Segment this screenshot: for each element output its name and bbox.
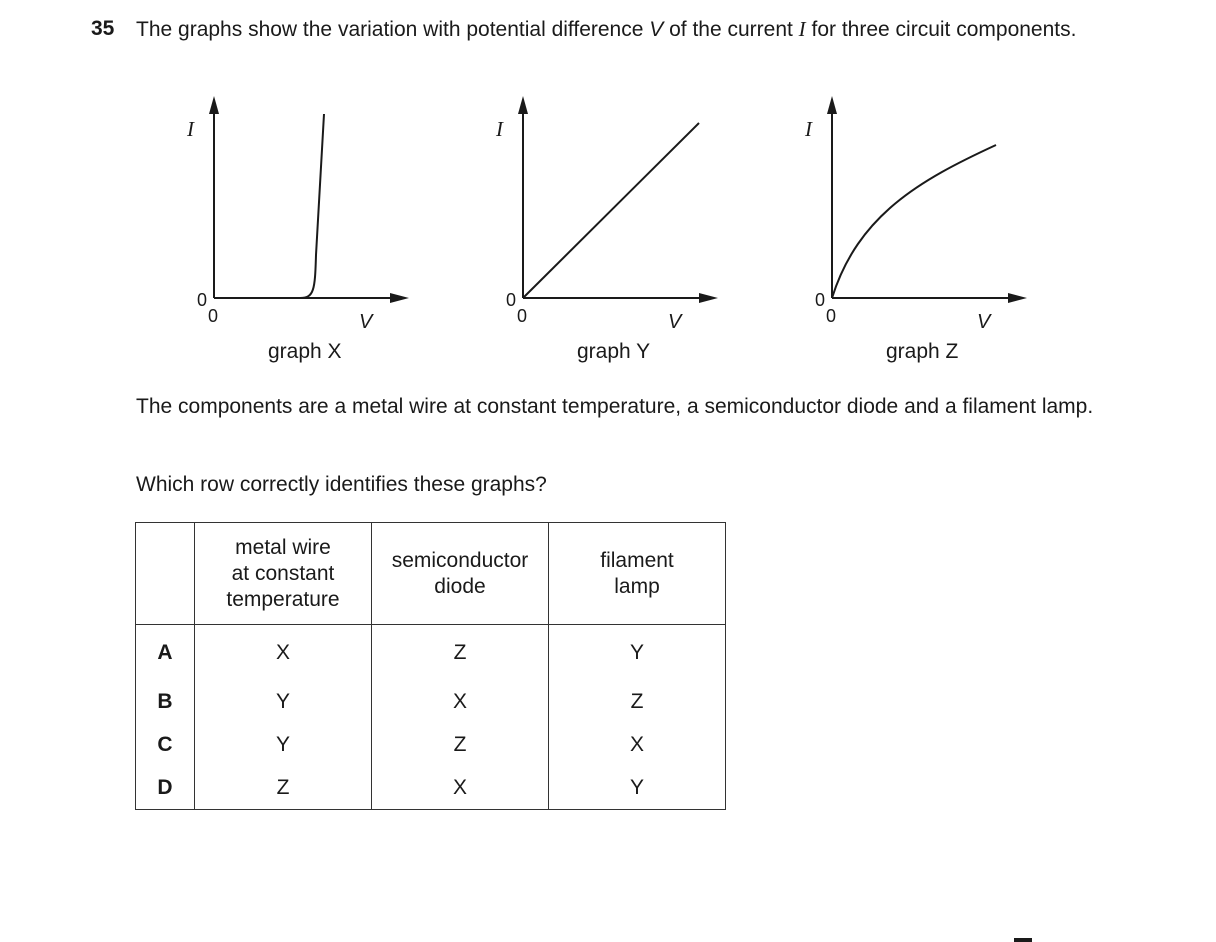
graph-z: [804, 96, 1027, 363]
table-row: [136, 680, 726, 723]
cell-lamp: Y: [549, 766, 726, 810]
question-prompt: Which row correctly identifies these graphs?: [136, 473, 547, 496]
question-number: 35: [91, 17, 115, 40]
graph-z-y-label: I: [805, 117, 812, 141]
header-line: metal wire: [235, 535, 331, 559]
graph-z-origin-y: 0: [815, 290, 826, 310]
stem-variable-i: I: [798, 17, 806, 41]
header-line: filament: [600, 548, 674, 572]
graph-y-y-arrow: [518, 96, 528, 114]
stem-text-3: for three circuit components.: [805, 18, 1077, 41]
graph-x-y-label: I: [187, 117, 194, 141]
header-line: at constant: [231, 561, 335, 585]
header-line: temperature: [226, 587, 340, 611]
page-edge-mark: [1014, 938, 1032, 942]
cell-metal-wire: X: [195, 625, 372, 681]
cell-lamp: Y: [549, 625, 726, 681]
graph-z-x-label: V: [977, 311, 991, 333]
header-line: semiconductor: [391, 548, 529, 572]
graph-z-x-arrow: [1008, 293, 1027, 303]
graph-y-x-arrow: [699, 293, 718, 303]
graph-z-y-arrow: [827, 96, 837, 114]
graph-z-curve: [832, 145, 996, 298]
header-metal-wire: [195, 523, 372, 625]
cell-metal-wire: Y: [195, 680, 372, 723]
graph-y-origin-x: 0: [517, 306, 528, 326]
cell-metal-wire: Y: [195, 723, 372, 766]
option-letter[interactable]: C: [136, 723, 195, 766]
header-line: diode: [434, 574, 486, 598]
graphs-figure: [0, 0, 1216, 380]
cell-diode: Z: [372, 625, 549, 681]
option-letter[interactable]: A: [136, 625, 195, 681]
cell-lamp: Z: [549, 680, 726, 723]
header-blank-cell: [136, 523, 195, 625]
graph-y-y-label: I: [496, 117, 503, 141]
cell-lamp: X: [549, 723, 726, 766]
graph-x-y-arrow: [209, 96, 219, 114]
graph-x-origin-x: 0: [208, 306, 219, 326]
table-row: [136, 766, 726, 810]
header-semiconductor-diode: [372, 523, 549, 625]
graph-z-origin-x: 0: [826, 306, 837, 326]
cell-diode: X: [372, 766, 549, 810]
option-letter[interactable]: B: [136, 680, 195, 723]
cell-diode: Z: [372, 723, 549, 766]
answer-table: [135, 522, 726, 810]
graph-x-curve: [214, 114, 324, 298]
graph-z-caption: graph Z: [886, 340, 959, 363]
header-line: lamp: [614, 574, 660, 598]
stem-text-2: of the current: [663, 18, 799, 41]
graph-y-line: [523, 123, 699, 298]
table-header-row: [136, 523, 726, 625]
graph-y-origin-y: 0: [506, 290, 517, 310]
header-filament-lamp: [549, 523, 726, 625]
graph-x-x-arrow: [390, 293, 409, 303]
graph-x: [186, 96, 409, 363]
graph-x-x-label: V: [359, 311, 373, 333]
components-paragraph: The components are a metal wire at constant temperature, a semiconductor diode and a filament lamp.: [136, 395, 1094, 418]
graph-y: [495, 96, 718, 363]
table-row: [136, 625, 726, 681]
graph-x-caption: graph X: [268, 340, 342, 363]
graph-x-origin-y: 0: [197, 290, 208, 310]
table-row: [136, 723, 726, 766]
option-letter[interactable]: D: [136, 766, 195, 810]
cell-diode: X: [372, 680, 549, 723]
cell-metal-wire: Z: [195, 766, 372, 810]
graph-y-x-label: V: [668, 311, 682, 333]
stem-text-1: The graphs show the variation with potential difference: [136, 18, 650, 41]
graph-y-caption: graph Y: [577, 340, 651, 363]
stem-variable-v: V: [649, 18, 664, 41]
